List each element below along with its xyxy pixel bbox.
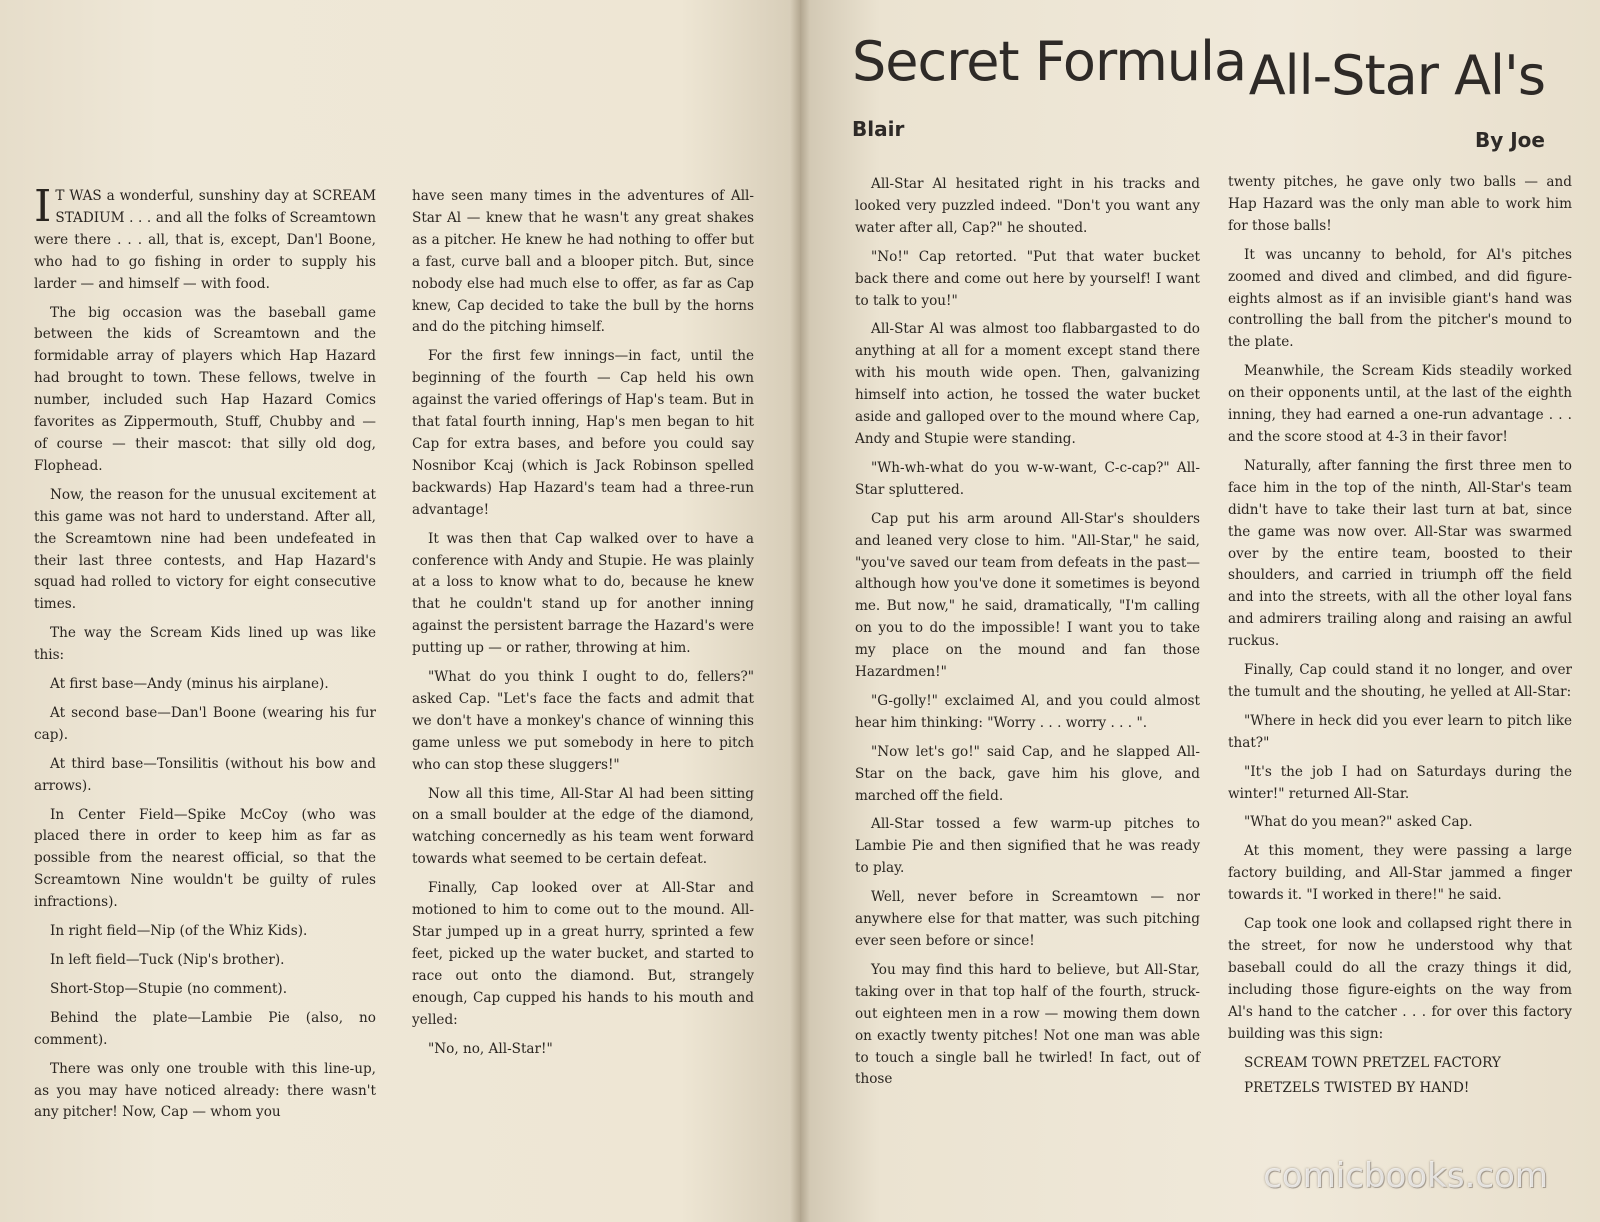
page-gutter	[790, 0, 810, 1222]
watermark: comicbooks.com	[1263, 1156, 1548, 1196]
paragraph: Cap took one look and collapsed right there in the street, for now he understood why that baseball could do all the crazy things it did, including those figure-eights on the way from Al's hand to the catcher . . . for over this factory building was this sign:	[1228, 916, 1572, 1042]
paragraph: "It's the job I had on Saturdays during the winter!" returned All-Star.	[1228, 763, 1572, 802]
paragraph: "No, no, All-Star!"	[428, 1040, 553, 1057]
paragraph: All-Star Al was almost too flabbargasted to do anything at all for a moment except stand there with his mouth wide open. Then, galvanizing himself into action, he tossed the water bucket aside and galloped over to the mound where Cap, Andy and Stupie were standing.	[855, 321, 1200, 447]
paragraph: All-Star Al hesitated right in his tracks and looked very puzzled indeed. "Don't you want any water after all, Cap?" he shouted.	[855, 176, 1200, 236]
paragraph: Now all this time, All-Star Al had been sitting on a small boulder at the edge of the diamond, watching concernedly as his team went forward towards what seemed to be certain defeat.	[412, 785, 754, 868]
paragraph: At third base—Tonsilitis (without his bow and arrows).	[34, 755, 376, 794]
text-column-1	[34, 181, 376, 1131]
paragraph: Well, never before in Screamtown — nor anywhere else for that matter, was such pitching ever seen before or since!	[855, 889, 1200, 949]
paragraph: At first base—Andy (minus his airplane).	[50, 676, 329, 693]
byline-right: Blair	[852, 117, 905, 141]
text-column-3	[855, 174, 1200, 1098]
paragraph: The way the Scream Kids lined up was like this:	[34, 625, 376, 664]
paragraph: You may find this hard to believe, but All-Star, taking over in that top half of the fourth, struck-out eighteen men in a row — mowing them down on exactly twenty pitches! Not one man was able to touch a single ball he twirled! In fact, out of those	[855, 961, 1200, 1088]
paragraph: It was uncanny to behold, for Al's pitches zoomed and dived and climbed, and did figure-eights almost as if an invisible giant's hand was controlling the ball from the pitcher's mound to the plate.	[1228, 246, 1572, 351]
paragraph: Naturally, after fanning the first three men to face him in the top of the ninth, All-Star's team didn't have to take their last turn at bat, since the game was now over. All-Star was swarmed over by the entire team, boosted to their shoulders, and carried in triumph off the field and into the streets, with all the other loyal fans and admirers trailing along and raising an awful ruckus.	[1228, 457, 1572, 650]
paragraph: "What do you mean?" asked Cap.	[1244, 814, 1473, 831]
paragraph: Meanwhile, the Scream Kids steadily worked on their opponents until, at the last of the eighth inning, they had earned a one-run advantage . . . and the score stood at 4-3 in their favor!	[1228, 363, 1572, 445]
paragraph: Now, the reason for the unusual excitement at this game was not hard to understand. After all, the Screamtown nine had been undefeated in their last three contests, and Hap Hazard's squad had rolled to victory for eight consecutive times.	[34, 486, 376, 613]
paragraph: Behind the plate—Lambie Pie (also, no comment).	[34, 1009, 376, 1048]
paragraph: "G-golly!" exclaimed Al, and you could almost hear him thinking: "Worry . . . worry . . . ".	[855, 692, 1200, 731]
title-left: All-Star Al's	[1248, 44, 1545, 107]
paragraph: "Where in heck did you ever learn to pitch like that?"	[1228, 712, 1572, 751]
drop-cap: I	[34, 181, 52, 232]
paragraph: There was only one trouble with this line-up, as you may have noticed already: there wasn't any pitcher! Now, Cap — whom you	[34, 1060, 376, 1121]
paragraph: It was then that Cap walked over to have a conference with Andy and Stupie. He was plainly at a loss to know what to do, because he knew that he couldn't stand up for another inning against the persistent barrage the Hazard's were putting up — or rather, throwing at him.	[412, 530, 754, 657]
sign-text: PRETZELS TWISTED BY HAND!	[1244, 1080, 1470, 1097]
paragraph: In right field—Nip (of the Whiz Kids).	[50, 923, 308, 940]
paragraph: In left field—Tuck (Nip's brother).	[50, 952, 285, 968]
paragraph: "No!" Cap retorted. "Put that water bucket back there and come out here by yourself! I want to talk to you!"	[855, 248, 1200, 309]
paragraph: "Wh-wh-what do you w-w-want, C-c-cap?" All-Star spluttered.	[855, 459, 1200, 498]
paragraph: At second base—Dan'l Boone (wearing his fur cap).	[34, 704, 376, 743]
text-column-4	[1228, 172, 1572, 1104]
sign-text: SCREAM TOWN PRETZEL FACTORY	[1244, 1054, 1501, 1071]
paragraph: "What do you think I ought to do, fellers?" asked Cap. "Let's face the facts and admit that we don't have a monkey's chance of winning this game unless we put somebody in here to pitch who can stop these sluggers!"	[412, 669, 754, 773]
paragraph: Finally, Cap looked over at All-Star and motioned to him to come out to the mound. All-Star jumped up in a great hurry, sprinted a few feet, picked up the water bucket, and started to race out onto the diamond. But, strangely enough, Cap cupped his hands to his mouth and yelled:	[412, 880, 754, 1028]
paragraph: Finally, Cap could stand it no longer, and over the tumult and the shouting, he yelled at All-Star:	[1228, 662, 1572, 700]
paragraph: The big occasion was the baseball game between the kids of Screamtown and the formidable array of players which Hap Hazard had brought to town. These fellows, twelve in number, included such Hap Hazard Comics favorites as Zippermouth, Stuff, Chubby and — of course — their mascot: that silly old dog, Flophead.	[34, 304, 376, 474]
paragraph: For the first few innings—in fact, until the beginning of the fourth — Cap held his own against the varied offerings of Hap's team. But in that fatal fourth inning, Hap's men began to hit Cap for extra bases, and before you could say Nosnibor Kcaj (which is Jack Robinson spelled backwards) Hap Hazard's team had a three-run advantage!	[412, 348, 754, 518]
paragraph: Short-Stop—Stupie (no comment).	[50, 980, 288, 997]
paragraph: I T WAS a wonderful, sunshiny day at SCREAM STADIUM . . . and all the folks of Screamtown were there . . . all, that is, except, Dan'l Boone, who had to go fishing in order to supply his larder — and himself — with food.	[34, 181, 376, 292]
paragraph: twenty pitches, he gave only two balls — and Hap Hazard was the only man able to work him for those balls!	[1228, 174, 1572, 234]
text-column-2	[412, 186, 754, 1067]
byline-left: By Joe	[1475, 128, 1545, 152]
paragraph: have seen many times in the adventures of All-Star Al — knew that he wasn't any great shakes as a pitcher. He knew he had nothing to offer but a fast, curve ball and a blooper pitch. But, since nobody else had much else to offer, as far as Cap knew, Cap decided to take the bull by the horns and do the pitching himself.	[412, 188, 754, 336]
paragraph: All-Star tossed a few warm-up pitches to Lambie Pie and then signified that he was ready to play.	[855, 816, 1200, 877]
paragraph: "Now let's go!" said Cap, and he slapped All-Star on the back, gave him his glove, and marched off the field.	[855, 743, 1200, 804]
paragraph: Cap put his arm around All-Star's shoulders and leaned very close to him. "All-Star," he said, "you've saved our team from defeats in the past—although how you've done it sometimes is beyond me. But now," he said, dramatically, "I'm calling on you to do the impossible! I want you to take my place on the mound and fan those Hazardmen!"	[855, 510, 1200, 681]
paragraph: At this moment, they were passing a large factory building, and All-Star jammed a finger towards it. "I worked in there!" he said.	[1228, 843, 1572, 904]
title-right: Secret Formula	[852, 30, 1247, 93]
paragraph: In Center Field—Spike McCoy (who was placed there in order to keep him as far as possible from the nearest official, so that the Screamtown Nine wouldn't be guilty of rules infractions).	[34, 806, 376, 911]
